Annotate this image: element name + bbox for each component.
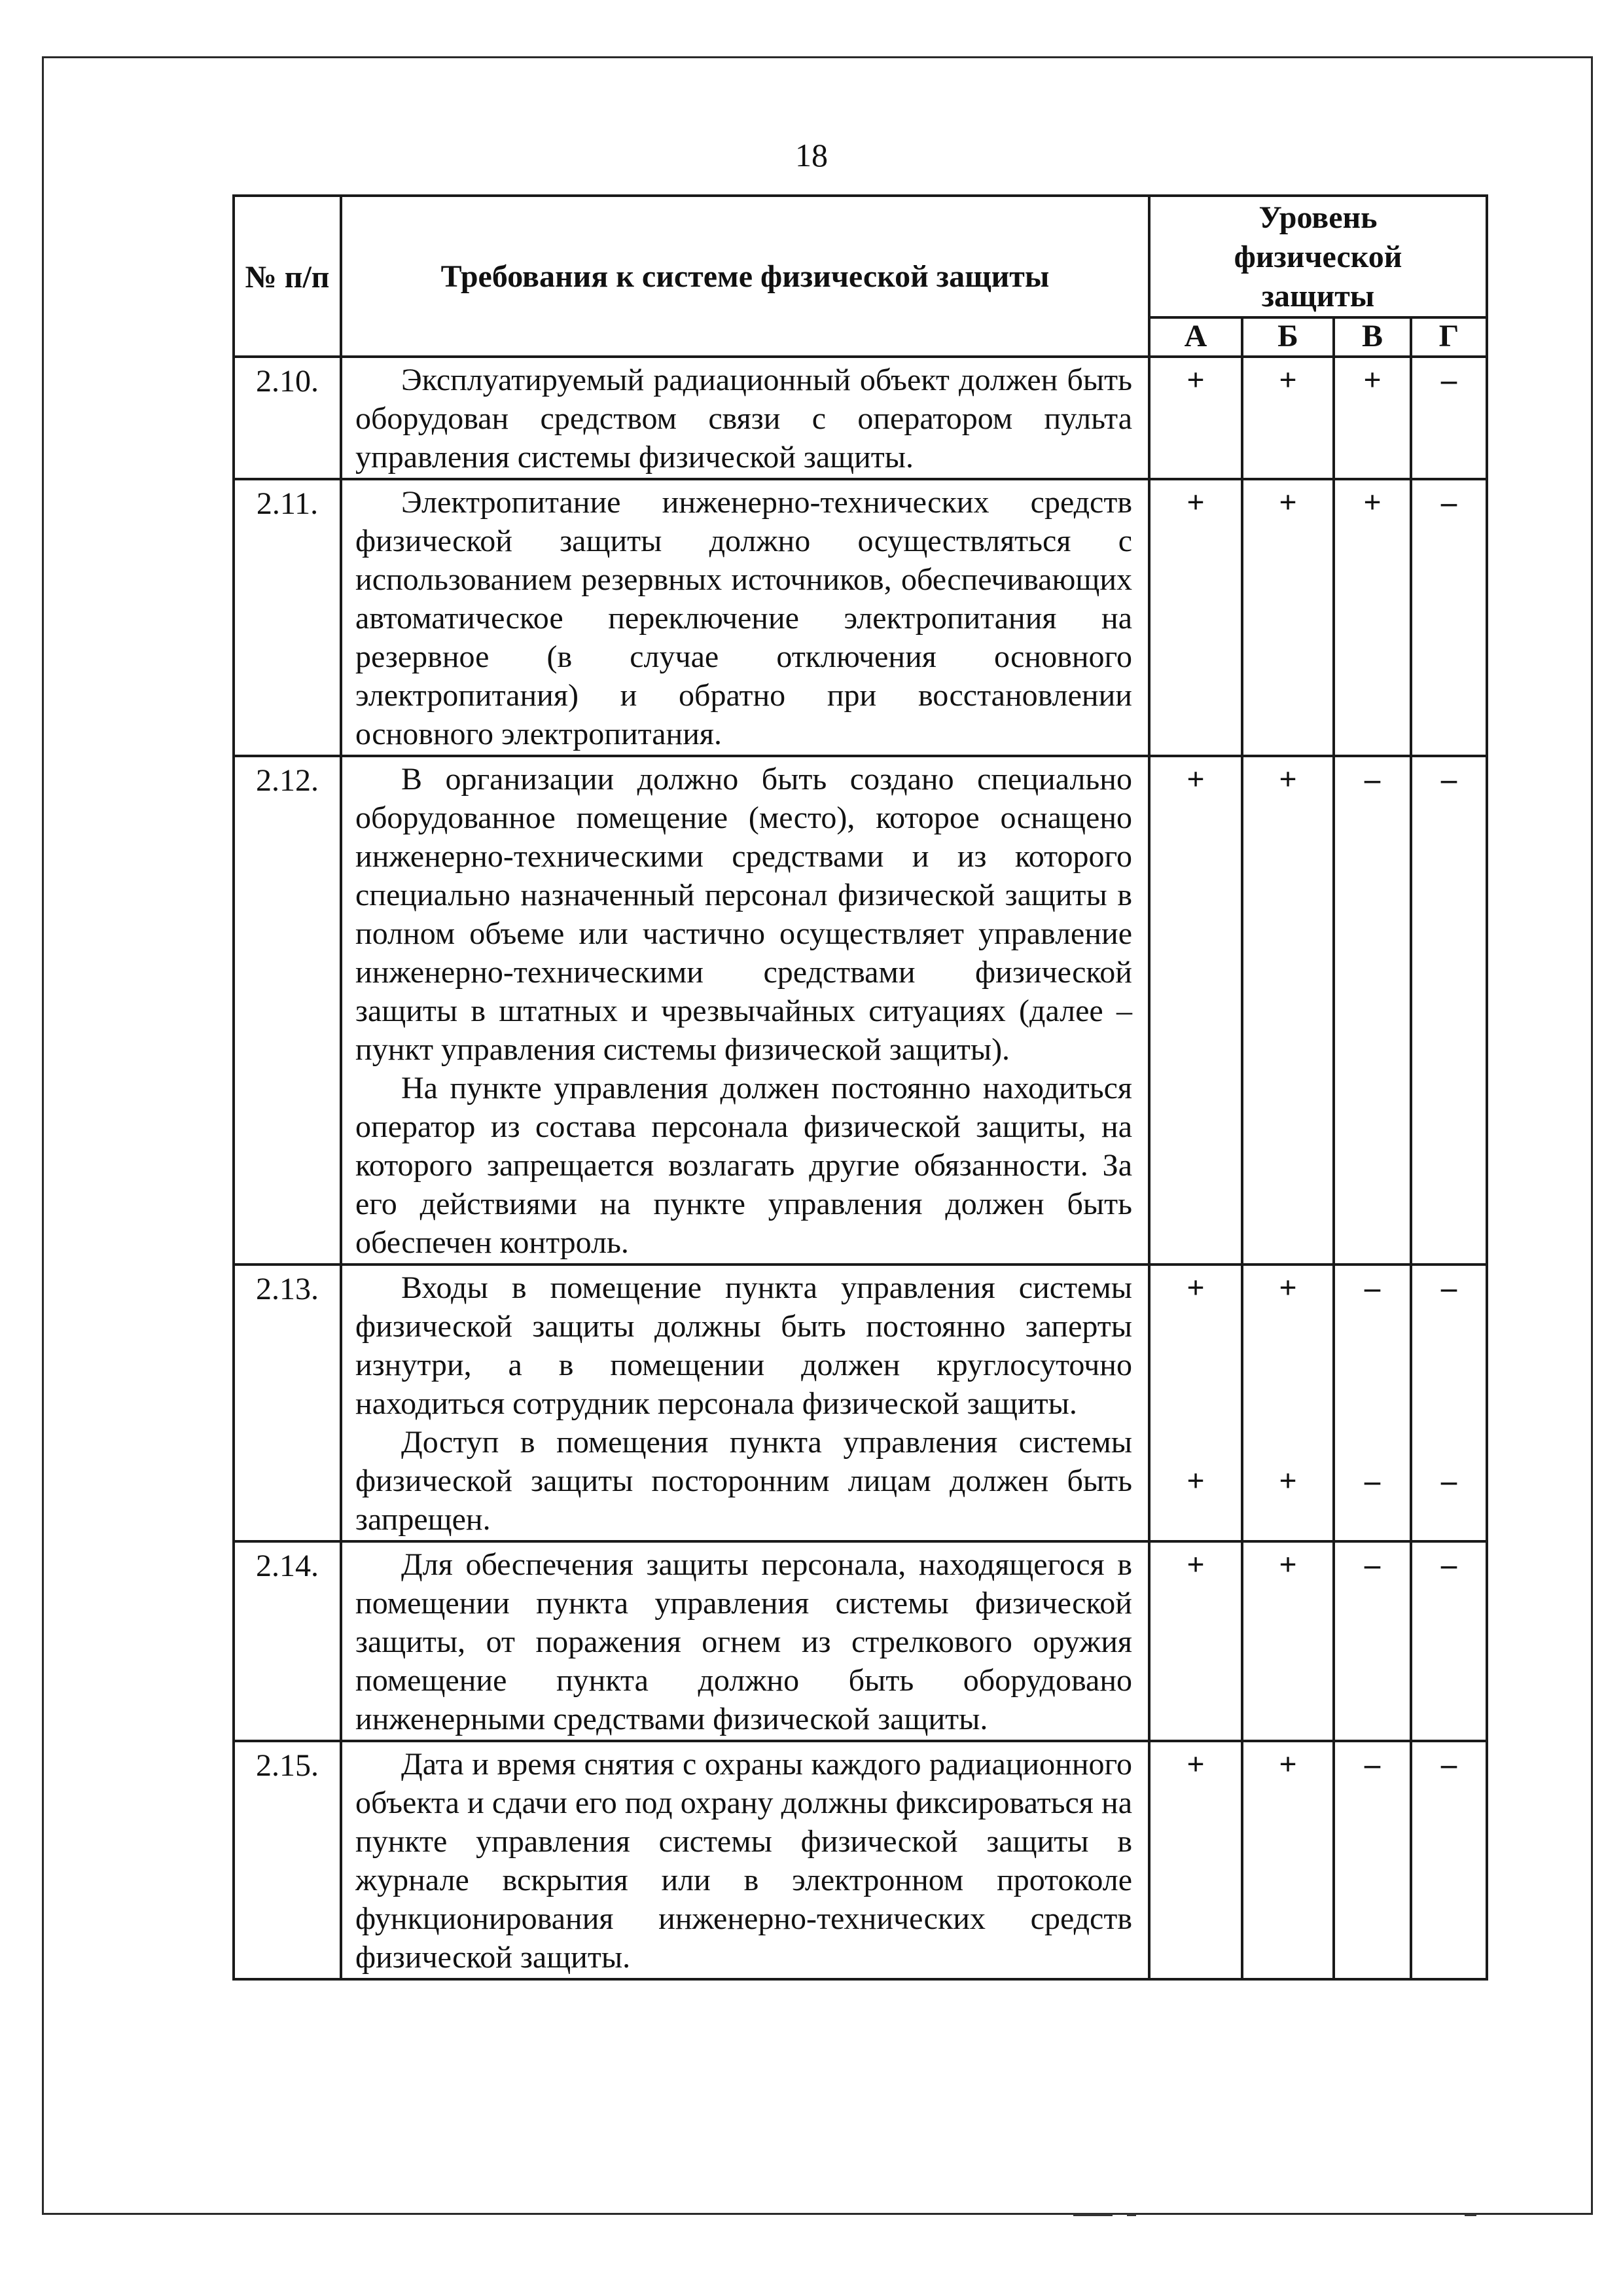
header-level-b: Б bbox=[1242, 317, 1334, 357]
requirement-text bbox=[341, 1541, 1149, 1741]
scan-artifact-dash bbox=[1073, 2214, 1113, 2216]
level-b-cell bbox=[1242, 1741, 1334, 1979]
table-row bbox=[234, 1265, 1487, 1541]
level-mark: – bbox=[1441, 1547, 1457, 1582]
level-v-cell bbox=[1334, 357, 1411, 479]
level-v-cell bbox=[1334, 756, 1411, 1265]
row-number: 2.13. bbox=[234, 1265, 341, 1541]
level-v-cell bbox=[1334, 1265, 1411, 1541]
level-mark: + bbox=[1186, 363, 1205, 397]
requirement-paragraph: Входы в помещение пункта управления системы физической защиты должны быть постоянно заперты изнутри, а в помещении должен круглосуточно находиться сотрудник персонала физической защиты. bbox=[355, 1270, 1132, 1421]
requirement-text bbox=[341, 357, 1149, 479]
level-g-cell bbox=[1411, 1265, 1487, 1541]
level-v-cell bbox=[1334, 479, 1411, 756]
table-row bbox=[234, 1741, 1487, 1979]
level-a-cell bbox=[1149, 756, 1242, 1265]
level-v-cell bbox=[1334, 1741, 1411, 1979]
level-mark: + bbox=[1279, 485, 1297, 520]
requirement-text bbox=[341, 1265, 1149, 1541]
level-mark: + bbox=[1186, 1270, 1205, 1305]
level-mark: – bbox=[1364, 1547, 1380, 1582]
level-g-cell bbox=[1411, 357, 1487, 479]
requirement-paragraph: Доступ в помещения пункта управления системы физической защиты посторонним лицам должен быть запрещен. bbox=[355, 1425, 1132, 1537]
requirement-text bbox=[341, 756, 1149, 1265]
level-b-cell bbox=[1242, 756, 1334, 1265]
level-b-cell bbox=[1242, 1541, 1334, 1741]
page-number: 18 bbox=[795, 137, 828, 173]
level-b-cell bbox=[1242, 1265, 1334, 1541]
requirement-paragraph: Дата и время снятия с охраны каждого радиационного объекта и сдачи его под охрану должны фиксироваться на пункте управления системы физической защиты в журнале вскрытия или в электронном протоколе функционирования инженерно-технических средств физической защиты. bbox=[355, 1747, 1132, 1975]
level-mark: – bbox=[1441, 363, 1457, 397]
header-level-g: Г bbox=[1411, 317, 1487, 357]
level-g-cell bbox=[1411, 756, 1487, 1265]
level-mark: + bbox=[1279, 1547, 1297, 1582]
table-row bbox=[234, 756, 1487, 1265]
level-a-cell bbox=[1149, 1265, 1242, 1541]
table-row bbox=[234, 357, 1487, 479]
row-number: 2.14. bbox=[234, 1541, 341, 1741]
requirement-text bbox=[341, 1741, 1149, 1979]
table-header-row bbox=[234, 196, 1487, 317]
level-mark: – bbox=[1364, 762, 1380, 797]
row-number: 2.15. bbox=[234, 1741, 341, 1979]
row-number: 2.11. bbox=[234, 479, 341, 756]
level-mark: + bbox=[1186, 762, 1205, 797]
requirements-table bbox=[232, 194, 1488, 1981]
level-v-cell bbox=[1334, 1541, 1411, 1741]
level-b-cell bbox=[1242, 479, 1334, 756]
level-g-cell bbox=[1411, 1741, 1487, 1979]
level-b-cell bbox=[1242, 357, 1334, 479]
level-a-cell bbox=[1149, 1741, 1242, 1979]
level-g-cell bbox=[1411, 479, 1487, 756]
level-mark: + bbox=[1186, 1463, 1205, 1498]
header-level-a: А bbox=[1149, 317, 1242, 357]
level-g-cell bbox=[1411, 1541, 1487, 1741]
level-mark: – bbox=[1441, 1463, 1457, 1498]
level-mark: + bbox=[1279, 1747, 1297, 1782]
header-number: № п/п bbox=[234, 196, 341, 357]
row-number: 2.12. bbox=[234, 756, 341, 1265]
table-row bbox=[234, 1541, 1487, 1741]
header-requirements: Требования к системе физической защиты bbox=[341, 196, 1149, 357]
level-mark: – bbox=[1364, 1463, 1380, 1498]
level-mark: + bbox=[1279, 1270, 1297, 1305]
level-mark: – bbox=[1441, 1747, 1457, 1782]
requirement-paragraph: На пункте управления должен постоянно находиться оператор из состава персонала физической защиты, на которого запрещается возлагать другие обязанности. За его действиями на пункте управления должен быть обеспечен контроль. bbox=[355, 1071, 1132, 1260]
requirement-paragraph: Для обеспечения защиты персонала, находящегося в помещении пункта управления системы физической защиты, от поражения огнем из стрелкового оружия помещение пункта должно быть оборудовано инженерными средствами физической защиты. bbox=[355, 1547, 1132, 1736]
level-mark: + bbox=[1186, 1747, 1205, 1782]
level-a-cell bbox=[1149, 479, 1242, 756]
level-mark: + bbox=[1279, 363, 1297, 397]
scan-artifact-dash bbox=[1465, 2214, 1476, 2216]
row-number: 2.10. bbox=[234, 357, 341, 479]
level-mark: + bbox=[1279, 1463, 1297, 1498]
requirement-text bbox=[341, 479, 1149, 756]
header-protection-level: Уровень физической защиты bbox=[1149, 196, 1487, 317]
level-mark: – bbox=[1364, 1270, 1380, 1305]
requirement-paragraph: Электропитание инженерно-технических средств физической защиты должно осуществляться с использованием резервных источников, обеспечивающих автоматическое переключение электропитания на резервное (в случае отключения основного электропитания) и обратно при восстановлении основного электропитания. bbox=[355, 485, 1132, 751]
level-mark: + bbox=[1186, 1547, 1205, 1582]
requirement-paragraph: В организации должно быть создано специально оборудованное помещение (место), которое оснащено инженерно-техническими средствами и из которого специально назначенный персонал физической защиты в полном объеме или частично осуществляет управление инженерно-техническими средствами физической защиты в штатных и чрезвычайных ситуациях (далее – пункт управления системы физической защиты). bbox=[355, 762, 1132, 1067]
scan-artifact-dash bbox=[1127, 2214, 1136, 2216]
level-mark: + bbox=[1363, 363, 1382, 397]
header-level-v: В bbox=[1334, 317, 1411, 357]
level-mark: – bbox=[1441, 1270, 1457, 1305]
level-mark: – bbox=[1441, 762, 1457, 797]
table-row bbox=[234, 479, 1487, 756]
requirement-paragraph: Эксплуатируемый радиационный объект должен быть оборудован средством связи с оператором пульта управления системы физической защиты. bbox=[355, 363, 1132, 475]
level-a-cell bbox=[1149, 1541, 1242, 1741]
level-mark: + bbox=[1363, 485, 1382, 520]
level-mark: – bbox=[1441, 485, 1457, 520]
level-a-cell bbox=[1149, 357, 1242, 479]
level-mark: + bbox=[1279, 762, 1297, 797]
level-mark: – bbox=[1364, 1747, 1380, 1782]
level-mark: + bbox=[1186, 485, 1205, 520]
